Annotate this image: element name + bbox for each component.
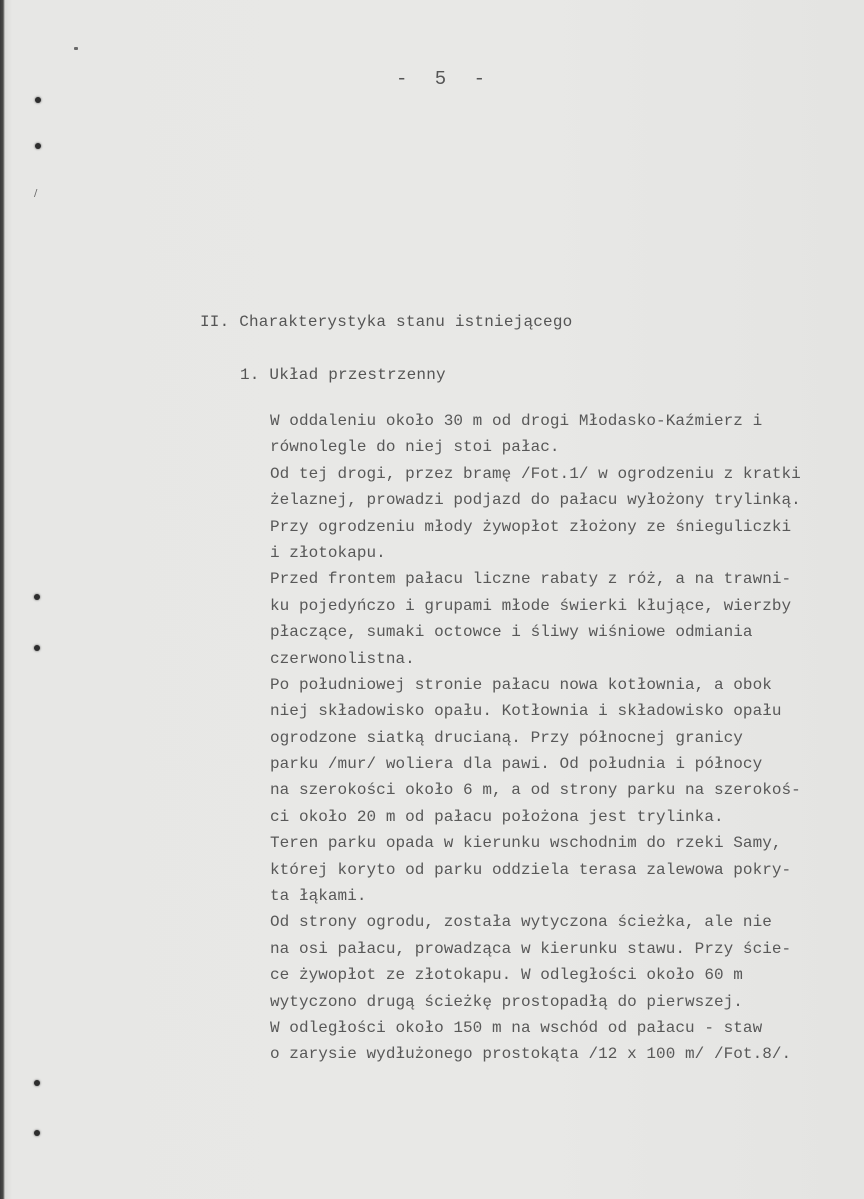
- body-line: parku /mur/ woliera dla pawi. Od południa i północy: [270, 755, 763, 774]
- punch-hole-mark: [34, 645, 40, 651]
- body-line: której koryto od parku oddziela terasa zalewowa pokry-: [270, 860, 792, 879]
- body-line: płaczące, sumaki octowce i śliwy wiśniowe odmiania: [270, 623, 753, 642]
- body-line: ku pojedyńczo i grupami młode świerki kłujące, wierzby: [270, 596, 792, 615]
- body-line: ci około 20 m od pałacu położona jest trylinka.: [270, 807, 724, 826]
- body-line: o zarysie wydłużonego prostokąta /12 x 100 m/ /Fot.8/.: [270, 1045, 792, 1064]
- body-line: W odległości około 150 m na wschód od pałacu - staw: [270, 1018, 763, 1037]
- ink-speck: [74, 47, 78, 50]
- body-line: Przed frontem pałacu liczne rabaty z róż, a na trawni-: [270, 570, 792, 589]
- body-line: Przy ogrodzeniu młody żywopłot złożony ze śnieguliczki: [270, 517, 792, 536]
- sub-heading: 1. Układ przestrzenny: [240, 366, 446, 384]
- body-line: żelaznej, prowadzi podjazd do pałacu wyłożony trylinką.: [270, 491, 801, 510]
- body-line: W oddaleniu około 30 m od drogi Młodasko-Kaźmierz i: [270, 412, 763, 430]
- body-line: i złotokapu.: [270, 543, 386, 562]
- body-text: [270, 408, 860, 1068]
- punch-hole-mark: [34, 1080, 40, 1086]
- body-line: Od tej drogi, przez bramę /Fot.1/ w ogrodzeniu z kratki: [270, 464, 801, 483]
- body-line: ce żywopłot ze złotokapu. W odległości około 60 m: [270, 966, 743, 985]
- punch-hole-mark: [35, 143, 41, 149]
- body-line: na szerokości około 6 m, a od strony parku na szerokoś-: [270, 781, 801, 800]
- body-line: Od strony ogrodu, została wytyczona ścieżka, ale nie: [270, 913, 772, 932]
- body-line: Teren parku opada w kierunku wschodnim do rzeki Samy,: [270, 834, 782, 853]
- pencil-mark: /: [34, 188, 38, 199]
- section-heading: II. Charakterystyka stanu istniejącego: [200, 313, 573, 331]
- body-line: ta łąkami.: [270, 887, 367, 906]
- body-line: ogrodzone siatką drucianą. Przy północnej granicy: [270, 728, 743, 747]
- body-line: równolegle do niej stoi pałac.: [270, 438, 560, 457]
- punch-hole-mark: [34, 1130, 40, 1136]
- body-line: niej składowisko opału. Kotłownia i składowisko opału: [270, 702, 782, 721]
- body-line: wytyczono drugą ścieżkę prostopadłą do pierwszej.: [270, 992, 743, 1011]
- body-line: czerwonolistna.: [270, 649, 415, 668]
- punch-hole-mark: [34, 594, 40, 600]
- body-line: na osi pałacu, prowadząca w kierunku stawu. Przy ście-: [270, 939, 792, 958]
- punch-hole-mark: [35, 97, 41, 103]
- page-number: - 5 -: [396, 68, 494, 90]
- body-line: Po południowej stronie pałacu nowa kotłownia, a obok: [270, 675, 772, 694]
